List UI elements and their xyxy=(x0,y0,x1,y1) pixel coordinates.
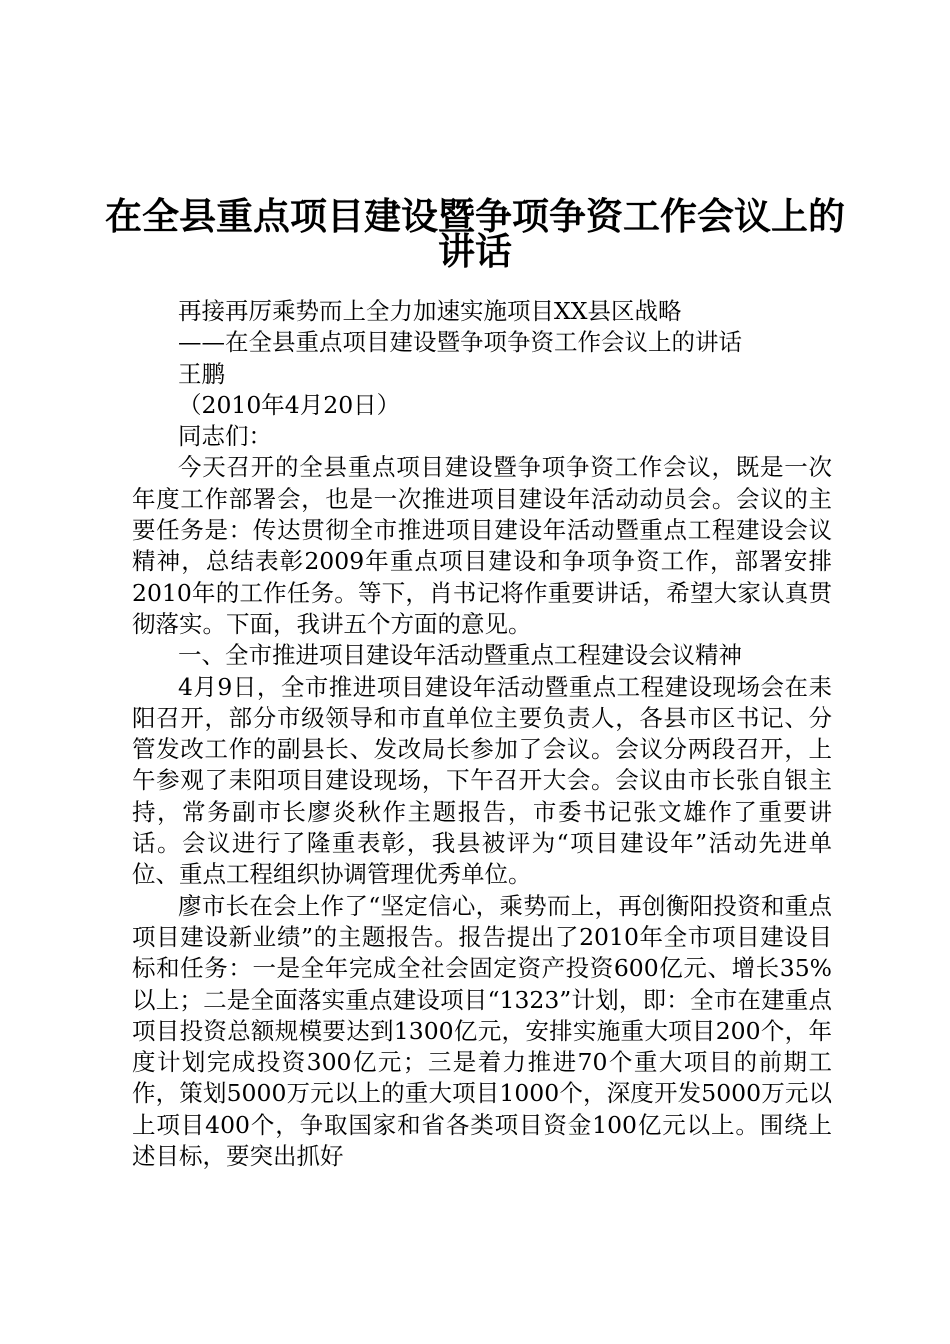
paragraph-meeting-summary: 4月9日，全市推进项目建设年活动暨重点工程建设现场会在耒阳召开，部分市级领导和市直单位主要负责人，各县市区书记、分管发改工作的副县长、发改局长参加了会议。会议分两段召开，上午参观了耒阳项目建设现场，下午召开大会。会议由市长张自银主持，常务副市长廖炎秋作主题报告，市委书记张文雄作了重要讲话。会议进行了隆重表彰，我县被评为“项目建设年”活动先进单位、重点工程组织协调管理优秀单位。 xyxy=(132,672,832,889)
speech-date: （2010年4月20日） xyxy=(178,390,401,419)
subtitle: 再接再厉乘势而上全力加速实施项目XX县区战略 xyxy=(178,297,682,325)
document-title-line-2: 讲话 xyxy=(438,229,512,273)
paragraph-report-targets: 廖市长在会上作了“坚定信心，乘势而上，再创衡阳投资和重点项目建设新业绩”的主题报告。报告提出了2010年全市项目建设目标和任务：一是全年完成全社会固定资产投资600亿元、增长35%以上；二是全面落实重点建设项目“1323”计划，即：全市在建重点项目投资总额规模要达到1300亿元，安排实施重大项目200个，年度计划完成投资300亿元；三是着力推进70个重大项目的前期工作，策划5000万元以上的重大项目1000个，深度开发5000万元以上项目400个，争取国家和省各类项目资金100亿元以上。围绕上述目标，要突出抓好 xyxy=(132,891,832,1171)
document-body xyxy=(132,296,832,1172)
paragraph-opening: 今天召开的全县重点项目建设暨争项争资工作会议，既是一次年度工作部署会，也是一次推进项目建设年活动动员会。会议的主要任务是：传达贯彻全市推进项目建设年活动暨重点工程建设会议精神，总结表彰2009年重点项目建设和争项争资工作，部署安排2010年的工作任务。等下，肖书记将作重要讲话，希望大家认真贯彻落实。下面，我讲五个方面的意见。 xyxy=(132,453,832,638)
section-heading-1: 一、全市推进项目建设年活动暨重点工程建设会议精神 xyxy=(178,641,742,670)
author: 王鹏 xyxy=(178,359,225,388)
subtitle-secondary: ——在全县重点项目建设暨争项争资工作会议上的讲话 xyxy=(178,328,742,357)
salutation: 同志们： xyxy=(178,422,272,451)
document-title-line-1: 在全县重点项目建设暨争项争资工作会议上的 xyxy=(105,194,845,238)
